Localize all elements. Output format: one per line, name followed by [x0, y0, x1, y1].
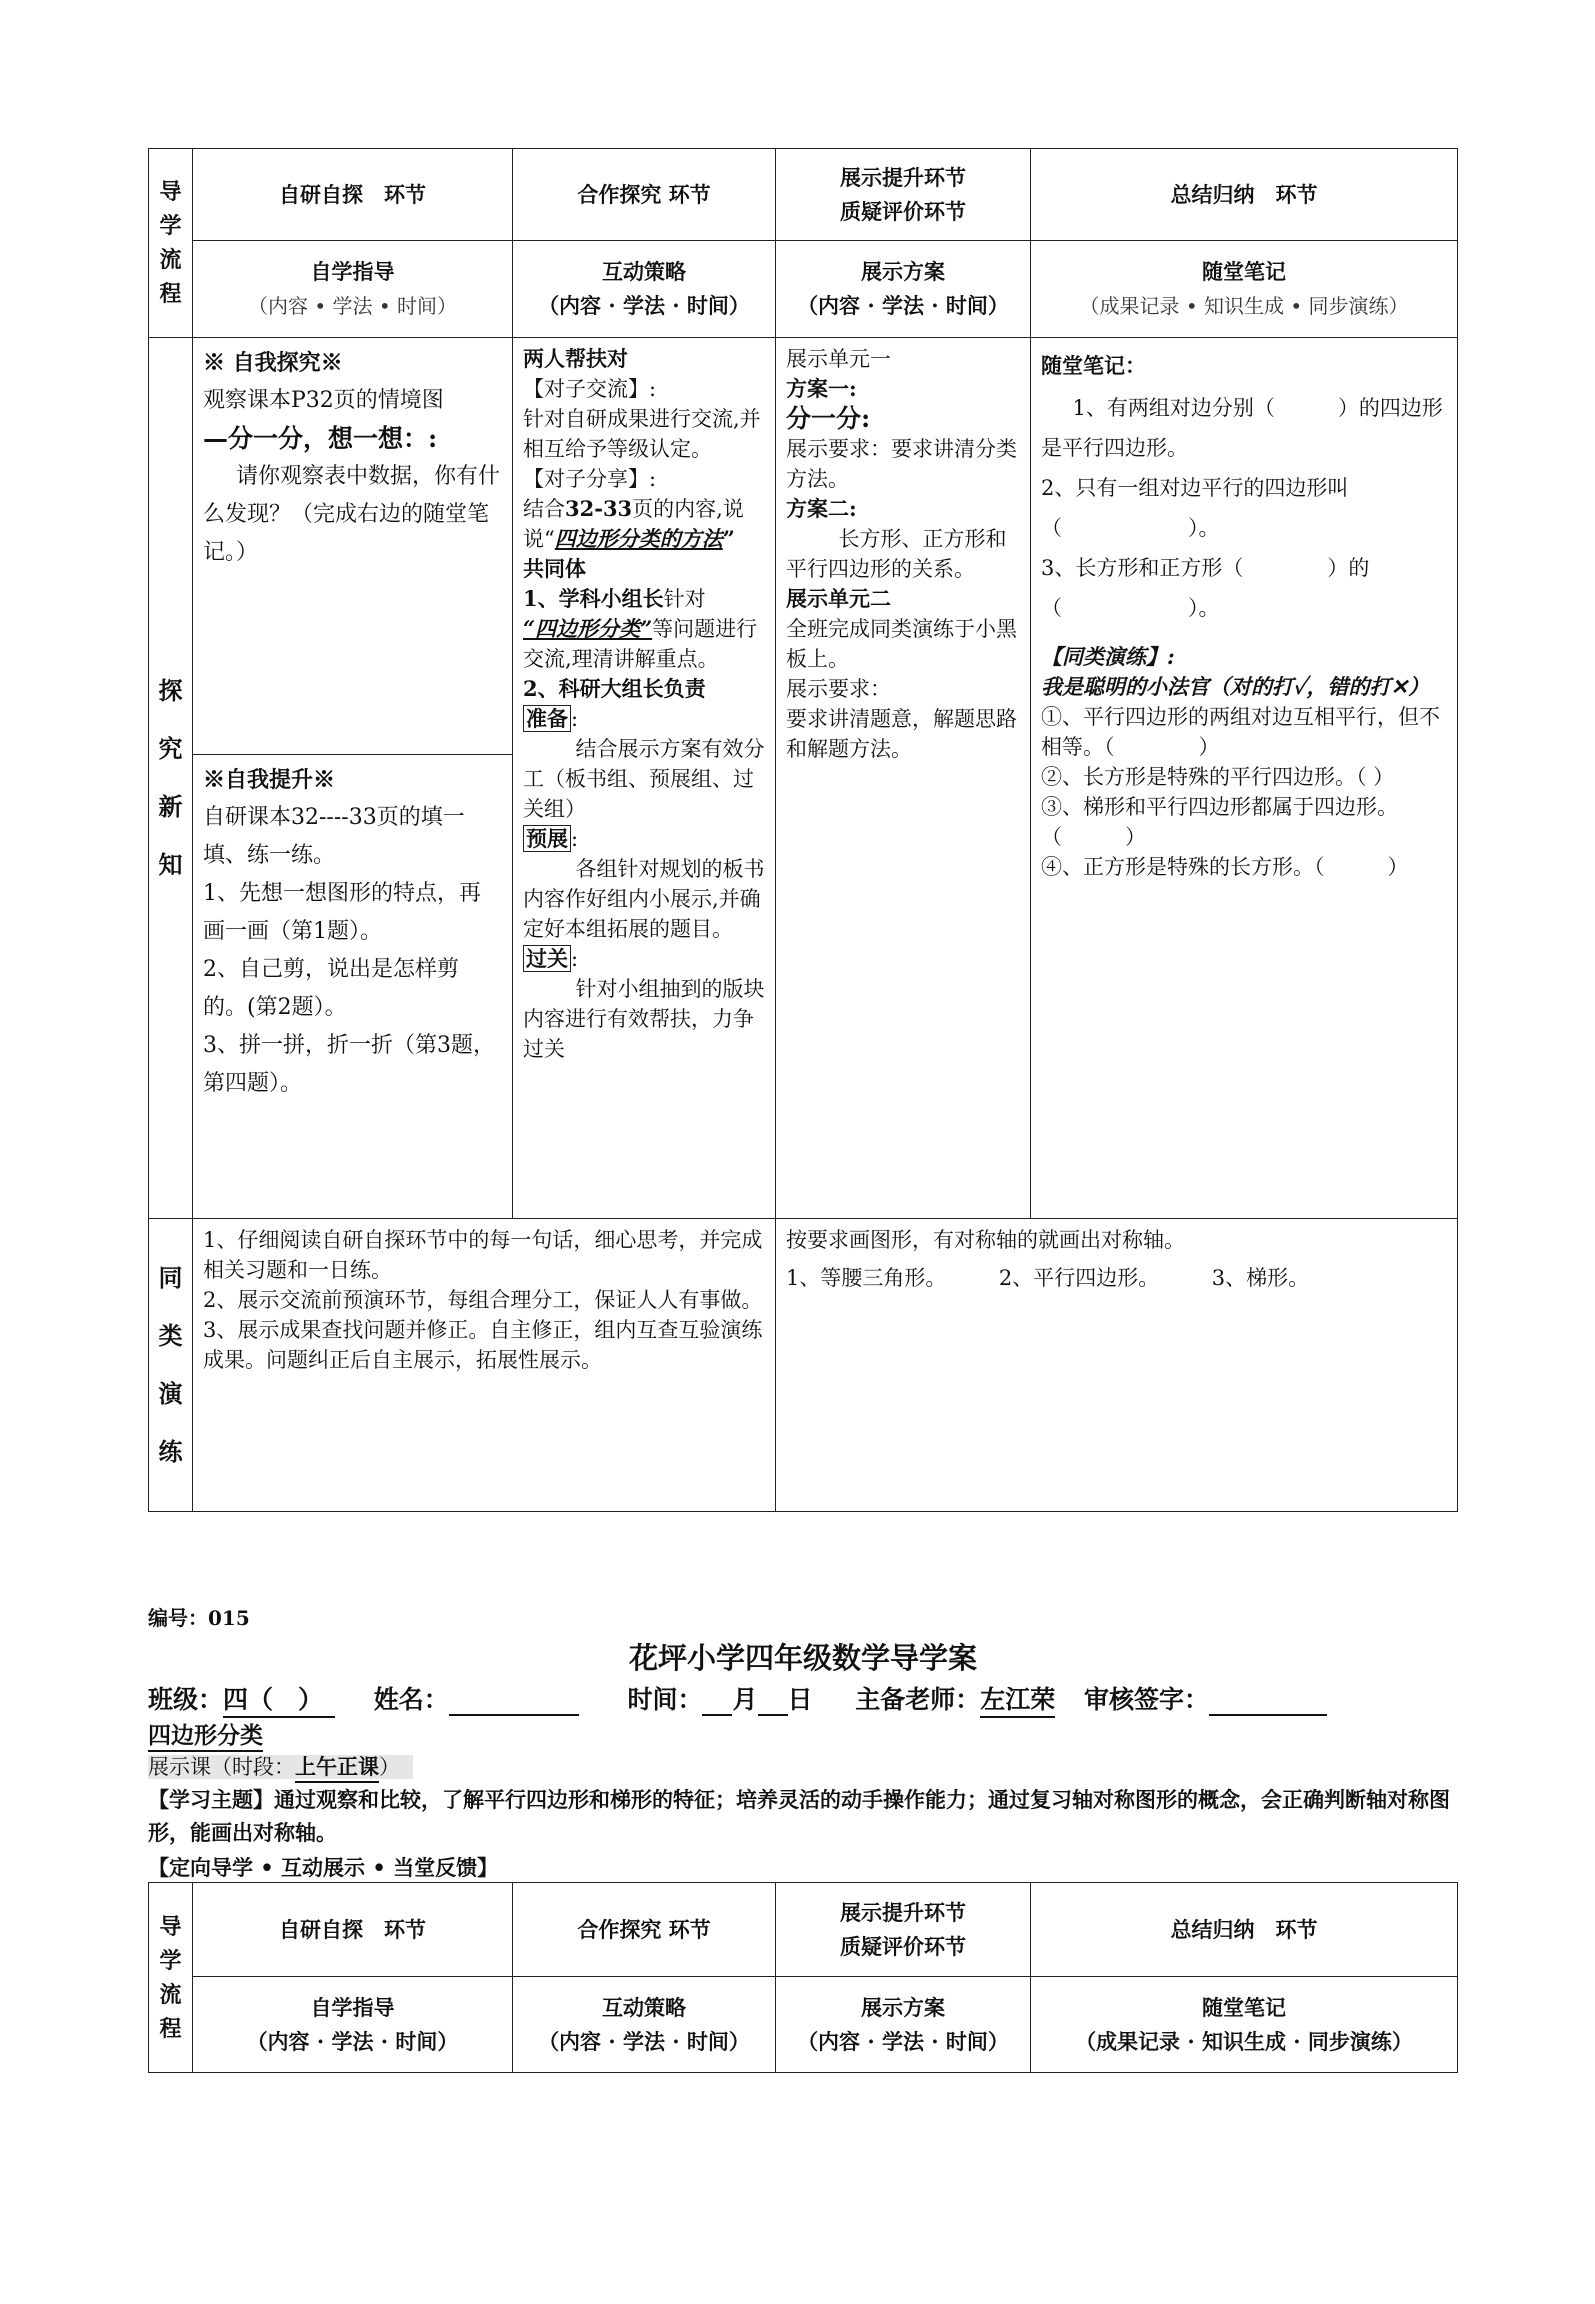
- self-explore-title: ※ 自我探究※: [203, 350, 343, 376]
- lesson-topic: 四边形分类: [148, 1717, 1458, 1752]
- learning-theme: 【学习主题】通过观察和比较，了解平行四边形和梯形的特征；培养灵活的动手操作能力；通过复习轴对称图形的概念，会正确判断轴对称图形，能画出对称轴。: [148, 1787, 1450, 1845]
- subheader-strategy: 互动策略 （内容 · 学法 · 时间）: [513, 241, 776, 338]
- signature-field: [1209, 1685, 1327, 1716]
- self-improve-title: ※自我提升※: [203, 767, 336, 793]
- bottom-guide-table: [148, 1882, 1458, 2073]
- header-display: 展示提升环节 质疑评价环节: [776, 149, 1031, 241]
- subheader-notes: 随堂笔记 （成果记录 • 知识生成 • 同步演练）: [1031, 241, 1458, 338]
- bottom-header-display: 展示提升环节 质疑评价环节: [776, 1883, 1031, 1977]
- flow-label: 导 学 流 程: [149, 149, 193, 338]
- subheader-self-guide: 自学指导 （内容 • 学法 • 时间）: [193, 241, 513, 338]
- self-explore-cell: ※ 自我探究※ 观察课本P32页的情境图 —分一分，想一想：: 请你观察表中数据，你有什么发现？（完成右边的随堂笔记。）: [193, 338, 513, 755]
- class-notes-cell: 随堂笔记： 1、有两组对边分别（ ）的四边形是平行四边形。 2、只有一组对边平行的四边形叫（ ）。 3、长方形和正方形（ ）的（ ）。 【同类演练】: 我是聪明的小法官（对的打✓，错的打✕） ①、平行四边形的两组对边互相平行，但不相等。（ ） ②、长方形是特殊的平行四边形。（ ） ③、梯形和平行四边形都属于四边形。（ ） ④、正方形是特殊的长方形。（ ）: [1031, 338, 1458, 1219]
- practice-guide-cell: 1、仔细阅读自研自探环节中的每一句话，细心思考，并完成相关习题和一日练。 2、展示交流前预演环节，每组合理分工，保证人人有事做。 3、展示成果查找问题并修正。自主修正，组内互查互验演练成果。问题纠正后自主展示，拓展性展示。: [193, 1219, 776, 1512]
- name-field: [449, 1685, 579, 1716]
- practice-drawing-cell: 按要求画图形，有对称轴的就画出对称轴。 1、等腰三角形。 2、平行四边形。 3、梯形。: [776, 1219, 1458, 1512]
- bottom-subheader-self-guide: 自学指导 （内容 · 学法 · 时间）: [193, 1977, 513, 2073]
- display-plan-cell: 展示单元一 方案一: 分一分: 展示要求：要求讲清分类方法。 方案二: 长方形、正方形和平行四边形的关系。 展示单元二 全班完成同类演练于小黑板上。 展示要求： 要求讲清题意，解题思路和解题方法。: [776, 338, 1031, 1219]
- document-title: 花坪小学四年级数学导学案: [628, 1641, 977, 1675]
- class-field: 四（ ）: [223, 1680, 335, 1718]
- bottom-header-self-study: 自研自探 环节: [193, 1883, 513, 1977]
- explore-label: 探 究 新 知: [149, 338, 193, 1219]
- lesson-type: 展示课（时段：上午正课）: [148, 1751, 413, 1783]
- header-cooperation: 合作探究 环节: [513, 149, 776, 241]
- teacher-field: 左江荣: [980, 1680, 1055, 1718]
- teaching-mode: 【定向导学 • 互动展示 • 当堂反馈】: [148, 1855, 499, 1880]
- bottom-header-summary: 总结归纳 环节: [1031, 1883, 1458, 1977]
- self-improve-cell: ※自我提升※ 自研课本32----33页的填一填、练一练。 1、先想一想图形的特点，再画一画（第1题）。 2、自己剪，说出是怎样剪的。(第2题）。 3、拼一拼，折一折（第3题，第四题）。: [193, 755, 513, 1219]
- subheader-plan: 展示方案 （内容 · 学法 · 时间）: [776, 241, 1031, 338]
- preview-label: 预展: [523, 825, 571, 852]
- serial-number: 编号：015: [148, 1606, 250, 1630]
- flow-label-bottom: 导 学 流 程: [149, 1883, 193, 2073]
- bottom-subheader-strategy: 互动策略 （内容 · 学法 · 时间）: [513, 1977, 776, 2073]
- header-self-study: 自研自探 环节: [193, 149, 513, 241]
- top-guide-table: [148, 148, 1458, 1512]
- info-line: 班级：四（ ） 姓名： 时间： 月 日 主备老师：左江荣 审核签字：: [148, 1680, 1458, 1718]
- pass-label: 过关: [523, 945, 571, 972]
- prep-label: 准备: [523, 705, 571, 732]
- bottom-subheader-plan: 展示方案 （内容 · 学法 · 时间）: [776, 1977, 1031, 2073]
- practice-label: 同 类 演 练: [149, 1219, 193, 1512]
- bottom-header-cooperation: 合作探究 环节: [513, 1883, 776, 1977]
- header-summary: 总结归纳 环节: [1031, 149, 1458, 241]
- interaction-cell: 两人帮扶对 【对子交流】: 针对自研成果进行交流,并相互给予等级认定。 【对子分享】: 结合32-33页的内容,说说“四边形分类的方法” 共同体 1、学科小组长针对 “四边形分类”等问题进行交流,理清讲解重点。 2、科研大组长负责 准备 : 结合展示方案有效分工（板书组、预展组、过关组） 预展 : 各组针对规划的板书内容作好组内小展示,并确定好本组拓展的题目。 过关 : 针对小组抽到的版块内容进行有效帮扶，力争过关: [513, 338, 776, 1219]
- bottom-subheader-notes: 随堂笔记 （成果记录 · 知识生成 · 同步演练）: [1031, 1977, 1458, 2073]
